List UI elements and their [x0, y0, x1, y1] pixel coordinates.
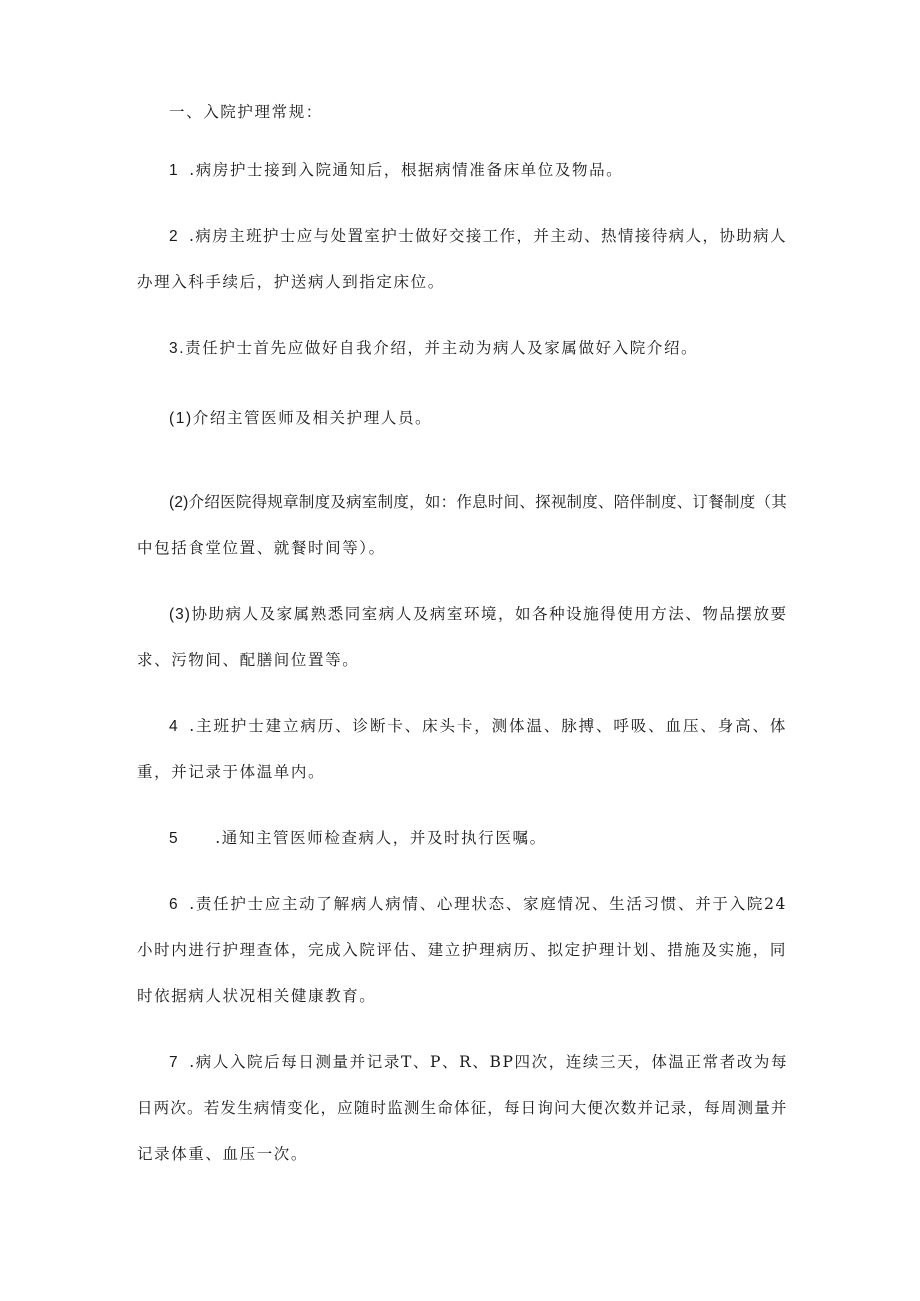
item-number: 5: [169, 830, 180, 847]
list-item: [169, 716, 787, 737]
item-text-line: .主班护士建立病历、诊断卡、床头卡，测体温、脉搏、呼吸、血压、身高、体: [189, 717, 787, 735]
item-text-line: 求、污物间、配膳间位置等。: [137, 651, 360, 669]
item-number: 6: [169, 896, 180, 913]
list-item: [169, 1052, 787, 1073]
item-text-line: 中包括食堂位置、就餐时间等）。: [137, 539, 386, 557]
item-text-line: 小时内进行护理查体，完成入院评估、建立护理病历、拟定护理计划、措施及实施，同: [137, 941, 787, 959]
item-number: 1: [169, 162, 180, 179]
item-text-line: 介绍主管医师及相关护理人员。: [192, 409, 433, 427]
item-number: 7: [169, 1054, 180, 1071]
section-heading: 一、入院护理常规：: [169, 103, 323, 121]
list-item: [169, 894, 787, 915]
item-text-line: 协助病人及家属熟悉同室病人及病室环境，如各种设施得使用方法、物品摆放要: [190, 605, 787, 623]
list-item: [169, 604, 787, 625]
item-number: (1): [169, 410, 193, 427]
item-text-line: .通知主管医师检查病人，并及时执行医嘱。: [215, 829, 547, 847]
item-number: 3.: [169, 340, 186, 357]
item-number: (3): [169, 606, 191, 623]
list-item: [169, 828, 787, 849]
item-text-line: 责任护士首先应做好自我介绍，并主动为病人及家属做好入院介绍。: [185, 339, 699, 357]
list-item: [169, 338, 787, 359]
item-text-line: 办理入科手续后，护送病人到指定床位。: [137, 273, 445, 291]
item-text-line: 重，并记录于体温单内。: [137, 763, 326, 781]
list-item: [169, 408, 787, 429]
item-text-line: .病人入院后每日测量并记录T、P、R、BP四次，连续三天，体温正常者改为每: [189, 1053, 789, 1071]
list-item: [169, 160, 787, 181]
item-text-line: 时依据病人状况相关健康教育。: [137, 987, 377, 1005]
item-number: 2: [169, 228, 180, 245]
item-text-line: .病房护士接到入院通知后，根据病情准备床单位及物品。: [189, 161, 624, 179]
list-item: [169, 492, 787, 513]
item-number: 4: [169, 718, 180, 735]
item-text-line: .病房主班护士应与处置室护士做好交接工作，并主动、热情接待病人，协助病人: [189, 227, 787, 245]
item-text-line: .责任护士应主动了解病人病情、心理状态、家庭情况、生活习惯、并于入院24: [189, 895, 787, 913]
item-text-line: 日两次。若发生病情变化，应随时监测生命体征，每日询问大便次数并记录，每周测量并: [137, 1099, 787, 1117]
item-number: (2): [169, 494, 189, 511]
item-text-line: 记录体重、血压一次。: [137, 1145, 309, 1163]
item-text-line: 介绍医院得规章制度及病室制度，如：作息时间、探视制度、陪伴制度、订餐制度（其: [188, 493, 787, 511]
list-item: [169, 226, 787, 247]
